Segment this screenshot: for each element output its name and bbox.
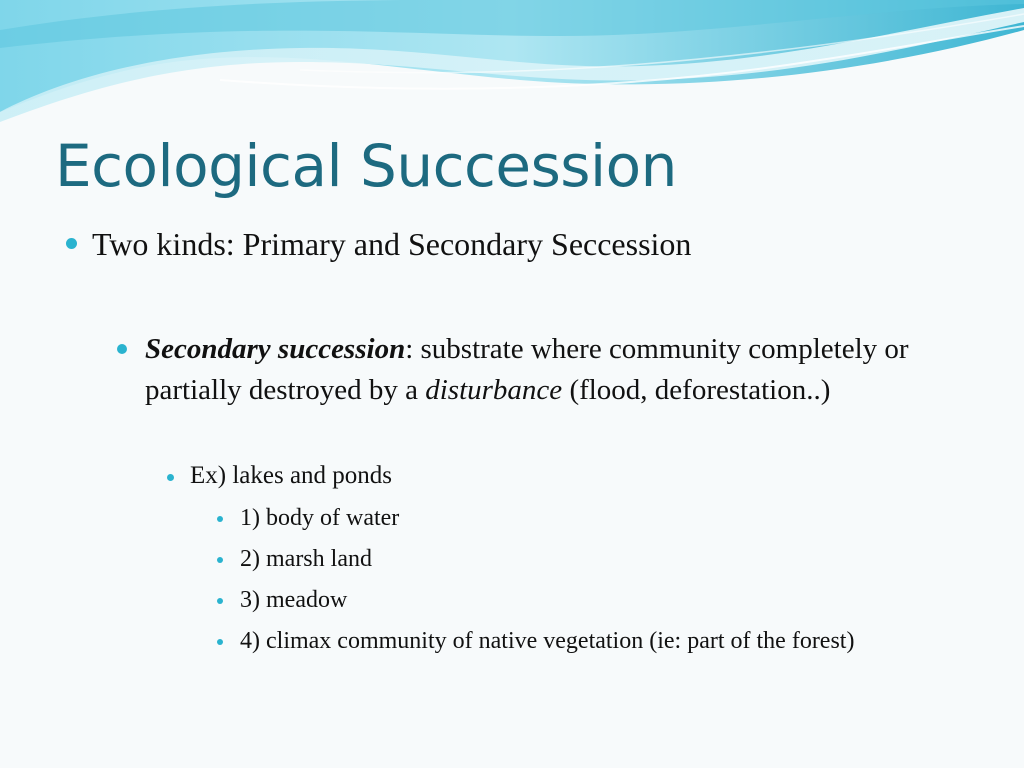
page-title: Ecological Succession [55, 132, 677, 200]
stage-item: 3) meadow [240, 587, 348, 613]
bullet-dot [167, 474, 174, 481]
bullet-dot [66, 238, 77, 249]
secondary-text-b: (flood, deforestation..) [562, 374, 831, 406]
term-disturbance: disturbance [425, 374, 563, 406]
bullet-dot [217, 598, 223, 604]
bullet-dot [217, 557, 223, 563]
bullet-dot [217, 516, 223, 522]
bullet-kinds: Two kinds: Primary and Secondary Seccession [92, 226, 692, 262]
stage-item: 4) climax community of native vegetation (ie: part of the forest) [240, 628, 855, 654]
stage-item: 2) marsh land [240, 546, 372, 572]
bullet-secondary-succession [145, 329, 935, 411]
term-secondary-succession: Secondary succession [145, 333, 406, 365]
bullet-example: Ex) lakes and ponds [190, 462, 393, 489]
wave-banner [0, 0, 1024, 130]
bullet-dot [117, 344, 127, 354]
bullet-dot [217, 639, 223, 645]
secondary-text-a: : substrate where community completely or partially destroyed by a [145, 333, 909, 406]
stage-item: 1) body of water [240, 505, 400, 531]
